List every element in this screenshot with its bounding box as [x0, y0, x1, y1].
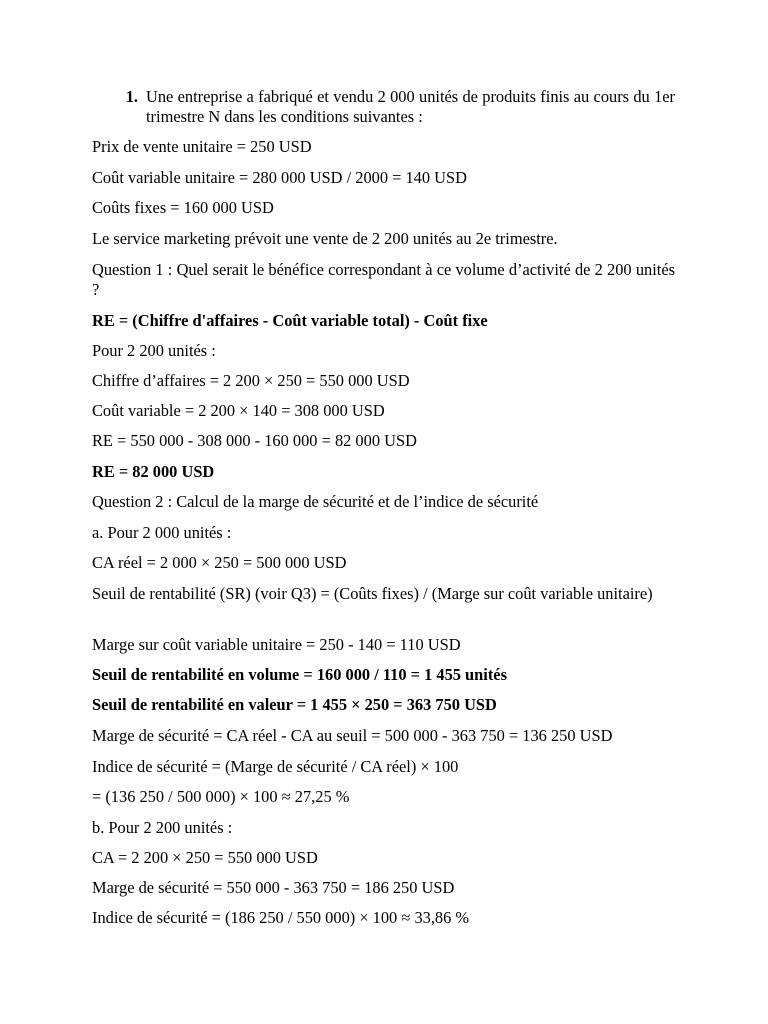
- re-result-line: RE = 82 000 USD: [92, 462, 215, 481]
- break-even-value-line: Seuil de rentabilité en valeur = 1 455 × 250 = 363 750 USD: [92, 695, 497, 714]
- re-formula-line: RE = (Chiffre d'affaires - Coût variable total) - Coût fixe: [92, 311, 488, 330]
- safety-margin-a-line: Marge de sécurité = CA réel - CA au seuil = 500 000 - 363 750 = 136 250 USD: [92, 726, 613, 745]
- unit-variable-cost-line: Coût variable unitaire = 280 000 USD / 2000 = 140 USD: [92, 168, 467, 187]
- case-b-heading: b. Pour 2 200 unités :: [92, 818, 233, 837]
- revenue-b-line: CA = 2 200 × 250 = 550 000 USD: [92, 848, 318, 867]
- safety-index-a-line: = (136 250 / 500 000) × 100 ≈ 27,25 %: [92, 787, 350, 806]
- marketing-forecast-line: Le service marketing prévoit une vente de 2 200 unités au 2e trimestre.: [92, 229, 558, 248]
- break-even-formula-line: Seuil de rentabilité (SR) (voir Q3) = (Coûts fixes) / (Marge sur coût variable unitaire): [92, 584, 653, 603]
- list-item-number: 1.: [125, 87, 138, 106]
- unit-price-line: Prix de vente unitaire = 250 USD: [92, 137, 312, 156]
- variable-cost-calc-line: Coût variable = 2 200 × 140 = 308 000 USD: [92, 401, 385, 420]
- revenue-calc-line: Chiffre d’affaires = 2 200 × 250 = 550 000 USD: [92, 371, 410, 390]
- actual-revenue-line: CA réel = 2 000 × 250 = 500 000 USD: [92, 553, 347, 572]
- re-calc-line: RE = 550 000 - 308 000 - 160 000 = 82 000 USD: [92, 431, 417, 450]
- unit-contribution-margin-line: Marge sur coût variable unitaire = 250 - 140 = 110 USD: [92, 635, 461, 654]
- question-1-heading: Question 1 : Quel serait le bénéfice correspondant à ce volume d’activité de 2 200 unités ?: [92, 260, 675, 299]
- question-2-heading: Question 2 : Calcul de la marge de sécurité et de l’indice de sécurité: [92, 492, 539, 511]
- for-2200-units-line: Pour 2 200 unités :: [92, 341, 216, 360]
- safety-index-b-line: Indice de sécurité = (186 250 / 550 000) × 100 ≈ 33,86 %: [92, 908, 470, 927]
- case-a-heading: a. Pour 2 000 unités :: [92, 523, 232, 542]
- safety-index-formula-line: Indice de sécurité = (Marge de sécurité / CA réel) × 100: [92, 757, 459, 776]
- safety-margin-b-line: Marge de sécurité = 550 000 - 363 750 = 186 250 USD: [92, 878, 455, 897]
- fixed-costs-line: Coûts fixes = 160 000 USD: [92, 198, 274, 217]
- break-even-volume-line: Seuil de rentabilité en volume = 160 000 / 110 = 1 455 unités: [92, 665, 507, 684]
- list-item-text: Une entreprise a fabriqué et vendu 2 000 unités de produits finis au cours du 1er trimestre N dans les conditions suivantes :: [146, 87, 675, 126]
- numbered-list-item: [92, 87, 675, 127]
